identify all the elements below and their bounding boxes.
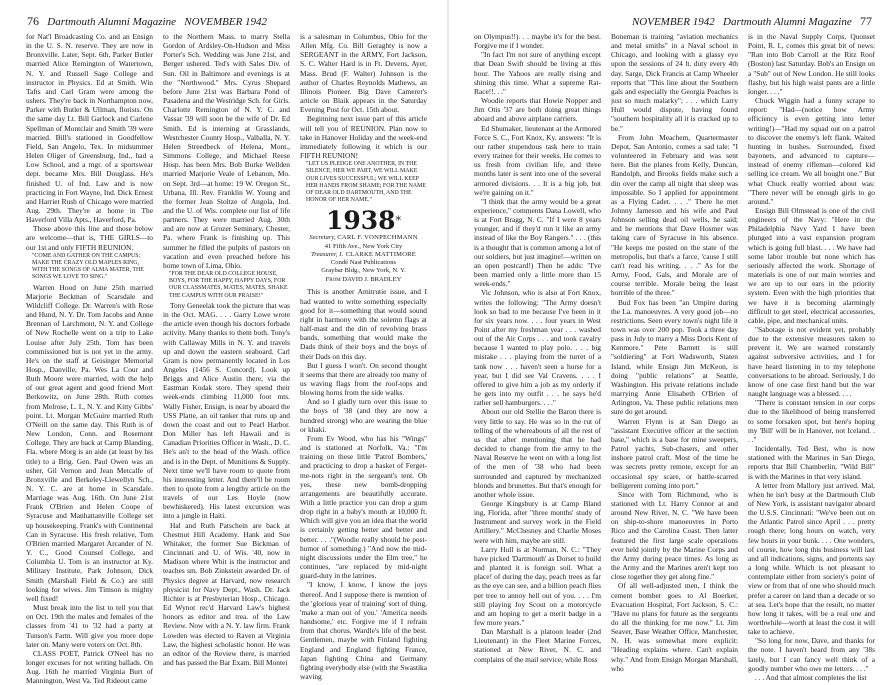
paragraph: Those above this line and those below are welcome—that is, THE GIRLS—to our 1st and only FIFTH REUNION. (26, 224, 153, 252)
class-heading (300, 208, 427, 284)
paragraph: "There is constant tension in our corps due to the likelihood of being transferred to some forsaken spot, but here's hoping my 'Bill' will be in Hanover, not Iceland. . . ." (748, 398, 875, 444)
paragraph: From Ev Wood, who has his "Wings" and is stationed at Norfolk, Va.: "I'm training on these little 'Patrol Bombers,' and practicing to drop a basket of Ferget-me-nots right in the sergeant's tent. Oh yes, these new bomb-dropping arrangements are beautifully accurate. With a little practice you can drop a gum drop right in a baby's mouth at 10,000 ft. Which will give you an idea that the world is certainly getting better and better and better. . . ."(Woodie really should be post-humor of something.) "And now the mid-night discussions under the Elm tree," he continues, "are replaced by mid-night guard-duty in the latrines. (300, 433, 427, 581)
paragraph: Hal and Ruth Patschein are back at Chestnut Hill Academy. Hank and Sue Whitaker, the former Sue Bickman of Cincinnati and U. of Wis. '40, now in Madison where Whit is the instructor and teaches sm. Bob Zinkstein awarded Dr. of Physics degree at Harvard, now research physicist for Navy Dept., Wash. Dr. Jack Richter is at Presbyterian Hosp., Chicago. Ed Wynot rec'd Harvard Law's highest honors as editor and trea. of the Law Review. Now with a N. Y. law firm. Frank Lowden was elected to Raven at Virginia Law, the highest scholastic honor. He was an editor of the Review there, is married and has passed the Bar Exam. Bill Montei (163, 520, 290, 667)
column-6 (748, 32, 875, 682)
paragraph: But I guess I won't. On second thought it seems that there are already too many of us waving flags from the roof-tops and blowing horns from the side walks. (300, 360, 427, 398)
paragraph: About our old Stellie the Baron there is very little to say. He was so in the rut of telling of the whereabouts of all the rest of us that after mentioning that he had decided to change from the army to the Naval Reserve he went on with a long list of the men of '38 who had been surrounded and captured by mechanized blonds and brunettes. But that's enough for another whole issue. (474, 407, 601, 499)
paragraph: From John Meachem, Quartermaster Depot, San Antonio, comes a sad tale: "I volunteered in February and was sent here. But the planes from Kelly, Duncan, Randolph, and Brooks fields make such a din over the camp all night that sleep was impossible. So I applied for appointment as a Flying Cadet. . . ." There he met Johnny Jameson and his wife and Paul Johnson selling dead oil wells, he said; and he mentions that Dave Hosmer was taking care of Syracuse in his absence. "He keeps me posted on the state of the metropolis, but that's a farce, 'cause I still can't read his writing. . . ." As for the Army, Food, Gals, and Morale are of course terrible. Morale being the least horrible of the three." (611, 132, 738, 298)
column-1 (26, 32, 153, 685)
running-title-right: Dartmouth Alumni Magazine (723, 16, 852, 28)
right-page (450, 0, 896, 682)
running-head-left (27, 14, 267, 30)
paragraph: Dan Marshall is a platoon leader (2nd Lieutenant) in the Fleet Marine Forces, stationed at New River, N. C. and complains of the mail service; while Ross (474, 627, 601, 664)
paragraph: Beginning next issue part of this article will tell you of REUNION. Plan now to take in Hanover Holiday and the week-end immediately following it which is our FIFTH REUNION! (300, 114, 427, 161)
column-5 (611, 32, 738, 673)
paragraph: Ed Shumaker, lieutenant at the Armored Force S. C., Fort Knox, Ky. answers: "It is our rather stupendous task here to train every trainee for their weeks. He comes to us fresh from civilian life, and three months later is sent into one of the several armored divisions. . . It is a big job, but we're gaining on it." (474, 123, 601, 197)
secretary-address: 41 Fifth Ave., New York City (324, 242, 403, 250)
paragraph: "I think that the army would be a great experience," comments Dana Lowell, who is at Fort Bragg, N. C. "If I were 8 years younger, and if they'd run it like an army instead of like the Boy Rangers." . . . (this is a thought that is common among a lot of our soldiers, but just imagine!—written on an open postcard!) Then he adds: "I've been married only a little more than 15 week-ends." (474, 196, 601, 289)
column-3 (300, 32, 427, 681)
paragraph: "I know, I know, I know the joys thereof. And I suppose there is mention of the 'glorious year of training' sort of thing, 'make a man out of you.' 'America needs handsome,' etc. Forgive me if I refrain from that chorus. Wardle's life of the best. Gentlemen, maybe with Finland fighting England and England fighting France, Japan fighting China and Germany fighting everybody else (with the Swastika waving (300, 580, 427, 681)
paragraph: . . . And that almost completes the list (755, 672, 867, 682)
paragraph: Boneman is training "aviation mechanics and metal smiths" in a Naval school in Chicago, and looking with a glassy eye upon the sessions of 24 lt. duty every 4th day. Sarge, Dick Francis at Camp Wheeler reports that "This line about the Southern gals and especially the Georgia Peaches is just so much malarky"; . . . which Larry Hull would dispute, having found "southern hospitality all it is cracked up to be." (611, 32, 738, 133)
running-title-left: Dartmouth Alumni Magazine (47, 16, 176, 28)
paragraph: "So long for now, Dave, and thanks for the note. I haven't heard from any '38s lately, but I can fancy well think of a goodly number who owe me letters. . . ." (748, 636, 875, 673)
treasurer-address-1: Condé Nast Publications (330, 259, 397, 267)
paragraph: Bud Fox has been "an Umpire during the La. manoeuvres. A very good job—no restrictions. Seen every town's night life it town was over 200 pop. Took a three day pass in July to marry a Miss Doris Kent of Kenmore." Pete Barnett is still "soldiering" at Fort Wadsworth, Staten Island, while Ensign Jim McKeon, is doing "public relations" at Seattle, Washington. His private relations include marrying Anne Elisabeth O'Brien of Arlington, Va. These public relations men sure do get around. (611, 297, 738, 417)
left-page (0, 0, 446, 685)
paragraph: Since with Tom Richmond, who is stationed with Lt. Harry Connor at and around New River, N. C. "We have been on ship-to-shore manoeuvres in Porto Rico and the Carolina Coast. Then latter featured the first large scale operations ever held jointly by the Marine Corps and the Army during peace times. As long as the Army and the Marines aren't kept too close together they get along fine." (611, 489, 738, 582)
paragraph: Warren Hood on June 25th married Marjorie Beckman of Scarsdale and Wildcliff College. Dr. Warren's with Rose and Hund, N. Y. Dr. Tom Jacobs and Anne Brennan of Larchmont, N. Y. and College of New Rochelle went on a trip to Lake Louise after July 25th. Tom has been commissioned but is not yet in the army. He's on the staff at Geisinger Memorial Hosp., Danville, Pa. Wes La Cour and Ruth Moore were married, with the help of our great agent and good friend Mort Berkowitz, on June 28th. Ruth comes from Melrose, L. I., N. Y. and Kitty Gibbs' point. Lt. Morgan McGuire married Ruth O'Neill on the same day. This Ruth is of New London, Conn. and Rosemont College. They are back at Camp Blanding, Fla. where Morg is an aide (at least by his title) to a Brig. Gen. Paul Owen was an usher, Gil Vernon and Jean Metcalfe of Bronxville and Berkeley-Llewellyn Sch., N. Y. C. are at home in Scarsdale. Marriage was Aug. 16th. On June 21st Frank O'Brien and Helen Coope of Syracuse and Manhattanville College set up housekeeping. Frank's with Continental Can in Syracuse. His fresh relative, Tom O'Brien married Margaret Arcander of N. Y. C., Good Counsel College, and Columbia U. Tom is an instructor at Ky. Military Institute, Park Johnson, Dick Smith (Marshall Field & Co.) are still looking for wives. Jim Timson is mighty well fixed! (26, 282, 153, 603)
paragraph: "Sabotage is not evident yet, probably due to the extensive measures taken to prevent it. We are warned constantly against subversive activities, and I for have heard listening in to my telephone conversations to be abroad. Seriously, I do know of one case first hand but the war naught language was a blessed. . . . (748, 325, 875, 399)
paragraph: Tony Geneelak took the picture that was in the Oct. MAG. . . . Garry Lowe wrote the article even though his doctors forbade activity. Many thanks to them both. Tony's with Callaway Mills in N. Y. and travels up and down the eastern seaboard. Carl Gram is now permanently located in Los Angeles (1456 S. Concord). Look up Briggs and Alice Austin there, via the Eastman Kodak store. They spend their week-ends climbing 11,000 foot mts. Wally Fisher, Ensign, is near by aboard the USS Platte, an oil tanker that runs up and down the coast and out to Pearl Harbor. Don Miller has left Hawaii and is Canadian Priorities Officer in Wash., D. C. He's an't to the head of the Wash. office and is in the Dept. of Munitions & Supply. Next time we'll have room to quote from his interesting letter. And there'll be room then to quote from a lengthy article on the travels of our Les Hoyle (now bewhiskered). His latest excursion was into a jungle in Haiti. (163, 300, 290, 521)
paragraph: Of all well-adjusted men, I think the cement bomber goes to Al Boerker, Evacuation Hospital, Fort Jackson, S. C.: "Have no plans for future as the sergeants do all the thinking for me now." Lt. Jim Seaver, Base Weather Office, Manchester, N. H. was somewhat more explicit: "Heading explains where. Can't explain why." And from Ensign Morgan Marshall, who (611, 581, 738, 673)
page-number-right: 77 (860, 14, 872, 28)
paragraph: is in the Naval Supply Corps, Quonset Point, R. I., comes this great bit of news: "Ran into Bob Carroll at the Ritz Roof (Boston) last Saturday. Bob's an Ensign on a "Sub" out of New London. He still looks flashy, but his high waist pants are a little longer. . . ." (748, 32, 875, 96)
class-year-mark: * (395, 214, 402, 228)
paragraph: Ensign Bill Olmstead is one of the civil engineers of the Navy: "Here in the Philadelphia Navy Yard I have been plunged into a vast expansion program which is going full blast. . . . We have had some labor trouble but none which has seriously affected the work. Shortage of materials is one of our main worries and we are up to our ears in the priority system. Even with the high priorities that we have it is becoming alarmingly difficult to get steel, electrical accessories, cable, pipe, and mechanical units. (748, 205, 875, 325)
paragraph: Must break into the list to tell you that on Oct. 19th the males and females of the classes from '41 to '32 had a party at Tunson's Farm. Will give you more dope later on. Many were voters on Oct. 8th. (26, 603, 153, 649)
issue-date-right: NOVEMBER 1942 (631, 16, 715, 28)
paragraph: "In fact I'm not sure of anything except that Dean Swift should be living at this hour. The Yahoos are really rising and shining this time. What a supreme Rat-Race!!. . ." (474, 50, 601, 96)
paragraph: This is another Amitrutie issue, and I had wanted to write something especially good for it—something that would sound right in harmony with the solemn flags at half-mast and the din of revolving brass bands, something that would make the Dads think of their boys and the boys of their Dads on this day. (300, 287, 427, 361)
paragraph: Woodie reports that Howie Nopper and Jim Otis '37 are both doing great things aboard and above airplane carriers. (474, 96, 601, 124)
reporter-line: From DAVID J. BRADLEY (325, 276, 402, 284)
paragraph: CLASS POET, Patrick O'Neel has no longer excuses for not writing ballads. On Aug. 16th he married Virginia Burt of Mannington, West Va. Ted Rideout came (26, 648, 153, 685)
paragraph: Chuck Wiggin had a funny scrape to report: "Had—(notice how Army efficiency is even getting into letter writing!)—"Had my squad out on a patrol to discover the enemy's left flank. Waited hunting in bushes. Surrounded, fixed bayonets, and advanced to capture—instead of enemy rifleman—colored kid selling ice cream. We all bought one." But what Chuck really worried about was: "There never will be enough girls to go around." (748, 96, 875, 206)
verse-quote: "FOR THE DEAR OLD COLLEGE HOUSE, BOYS, FOR THE HAPPY, HAPPY DAYS, FOR OUR CLASSMATES, MATES, MATES, SHAKE THE CAMPUS WITH OUR PRAISE!" (169, 271, 288, 299)
page-number-left: 76 (27, 14, 39, 28)
verse-quote: "LET US PLEDGE ONE ANOTHER, IN THE SILENCE, HER WE PART, WE WILL MAKE OUR LIVES SUCCESSFUL; WE WILL KEEP HER HANDS FROM SHAME; FOR THE NAME OF DEAR OLD DARTMOUTH, AND THE HONOR OF HER NAME." (306, 161, 427, 204)
treasurer-address-2: Graybar Bldg., New York, N. Y. (321, 267, 406, 275)
paragraph: Vic Johnson, who is also at Fort Knox, writes the following: "The Army doesn't look so bad to me because I've been in it for six years now. . . . four years in West Point after my freshman year . . . washed out of the Air Corps . . . and took cavalry because I wanted to play polo. . . . big mistake . . . playing from the turret of a tank now . . . haven't seen a horse for a year, but I did see Val Cravens. . . . I offered to give him a job as my orderly if he gets into my outfit . . . he says he'd rather sell hamburgers. . . ." (474, 288, 601, 408)
class-year-heading (300, 208, 427, 234)
paragraph: for Nat'l Broadcasting Co. and an Ensign in the U. S. N. reserve. They are now in Bronxville. Later, Sept. 6th, Parker Butler married Alice Remington of Watertown, N. Y. and Russell Sage College and instructor in Physics. Ed at Smith. Win Tafts and Carl Gram were among the ushers. They're back in Northampton now, Parker with Butler & Ullman, florists. On the same day Lt. Bill Garlock and Carlene Spellman of Montclair and Smith '39 were married. Bill's stationed in Goodfellow Field, San Angelo, Tex. In midsummer Helen Oliger of Greensburg, Ind., had a Low School, and a mgr. of a sportswear dept. became Mrs. Bill Douglass. He's finished U. of Ind. Law and is now practicing in Fort Wayne, Ind. Dick Ernest and Harriet Rush of Chicago were married Aug. 29th. They're at home in The Haverford Villa Apts., Haverford, Pa. (26, 32, 153, 225)
treasurer-line: Treasurer, J. CLARKE MATTIMORE (311, 250, 416, 258)
paragraph: Larry Hull is at Norman, N. C.: "They have picked 'Dartmouth' as Dorset to build and planted it is foreign soil. What a place! of during the day, peach trees as far as the eye can see, and a billion peach flies per tree to annoy hell out of you. . . . I'm still playing Joy Scout on a motorcycle and am hoping to get a merit badge in a few more years." (474, 544, 601, 627)
class-year: 1938 (325, 206, 396, 236)
page-gutter (447, 0, 449, 600)
verse-quote: "COME AND GATHER ON THE CAMPUS; MAKE THE CRAZY OLD MAPLES RING, WITH THE SONGS OF ALMA MATER, THE SONGS WE LOVE TO SING." (32, 252, 144, 281)
running-head-right (632, 14, 872, 30)
paragraph: is a salesman in Columbus, Ohio for the Allen Mfg. Co. Bill Geraghty is now a SERGEANT in the ARMY, Fort Jackson, S. C. Walter Hard is in Ft. Devens, Ayer, Mass. Brud (F. Walter) Johnson is the author of Charles Reynolds Mathews, an Illinois Pioneer. Big Dave Camerer's article on Blaik appears in the Saturday Evening Post for Oct. 15th about. (300, 32, 427, 115)
paragraph: Incidentally, Ted Best, who is now stationed with the Marines in San Diego, reports that Bill Chamberlin, "Wild Bill" is with the Marines in that very island. (748, 444, 875, 481)
column-4 (474, 32, 601, 664)
column-2 (163, 32, 290, 667)
paragraph: on Olympus!!). . . maybe it's for the best. Forgive me if I wonder. (474, 32, 601, 51)
issue-date-left: NOVEMBER 1942 (184, 16, 268, 28)
paragraph: to the Northern Mass. to marry Stella Gordon of Ardsley-On-Hudson and Miss Porter's Sch. Wedding was June 21st, and Berger ushered. Ted's with Sales Div. of Sun. Oil in Baltimore and evenings is at the "Northwood." Mrs. Cyrus Shepard before June 21st was Barbara Pond of Pasadena and the Westridge Sch. for Girls. Charlotte Remington of N. Y. C. and Vassar '39 will soon be the wife of Dr. Ed Smith. Ed is interning at Grasslands, Westchester County Hosp., Valhalla, N. Y. Helen Streedbeck of Helena, Mont., Simmons College, and Michael Reese Hosp. has been Mrs. Bob Burke Wellden married Marjorie Veale of Lebanon, Mo. on Sept. 3rd—at home: 19 W. Oregon St., Urbana, Ill. Rev. Franklin W. Young and the former Jean Stoltze of Angola, Ind. and the U. of Wis. complete our list of life partners. They were married Aug. 30th and are now at Grozer Seminary, Chester, Pa. where Frank is finishing up. This summer he filled the pulpits of pastors on vacation and even preached before his home town of Lima, Ohio. (163, 32, 290, 270)
paragraph: A letter from Mallory just arrived. Mal, when he isn't busy at the Dartmouth Club of New York, is assistant navigator aboard the U.S.S. Cincinnati: "We've been out on the Atlantic Patrol since April . . . pretty rough there; long hours on watch, very few hours in your bunk. . . . One wonders, of course, how long this business will last and all indications, signs, and portents say a long while. Which is not pleasant to contemplate either from society's point of view or from that of one who should much prefer a career on land than a decade or so at sea. Let's hope that the result, no matter how long it takes, will be a real one and worthwhile—worth at least the cost it will take to achieve. (748, 480, 875, 637)
secretary-line: Secretary, CARL F. VONPECHMANN (309, 234, 418, 242)
paragraph: And so I gladly turn over this issue to the boys of '38 (and they are now a hundred strong) who are wearing the blue or khaki. (300, 397, 427, 434)
paragraph: Warren Flynn is at San Diego as "assistant Executive officer at the section base," which is a base for mine sweepers, Patrol yachts, Sub-chasers, and other inshore patrol craft. Most of the time he was secrets pretty remote, except for an occasional spy scare, or battle-scarred belligerent coming into port." (611, 416, 738, 490)
paragraph: George Kingsbury is at Camp Bland ing, Florida, after "three months' study of Instrument and survey work in the Field Artillery." McChesney and Charlie Moses were with him, maybe are still. (474, 498, 601, 545)
